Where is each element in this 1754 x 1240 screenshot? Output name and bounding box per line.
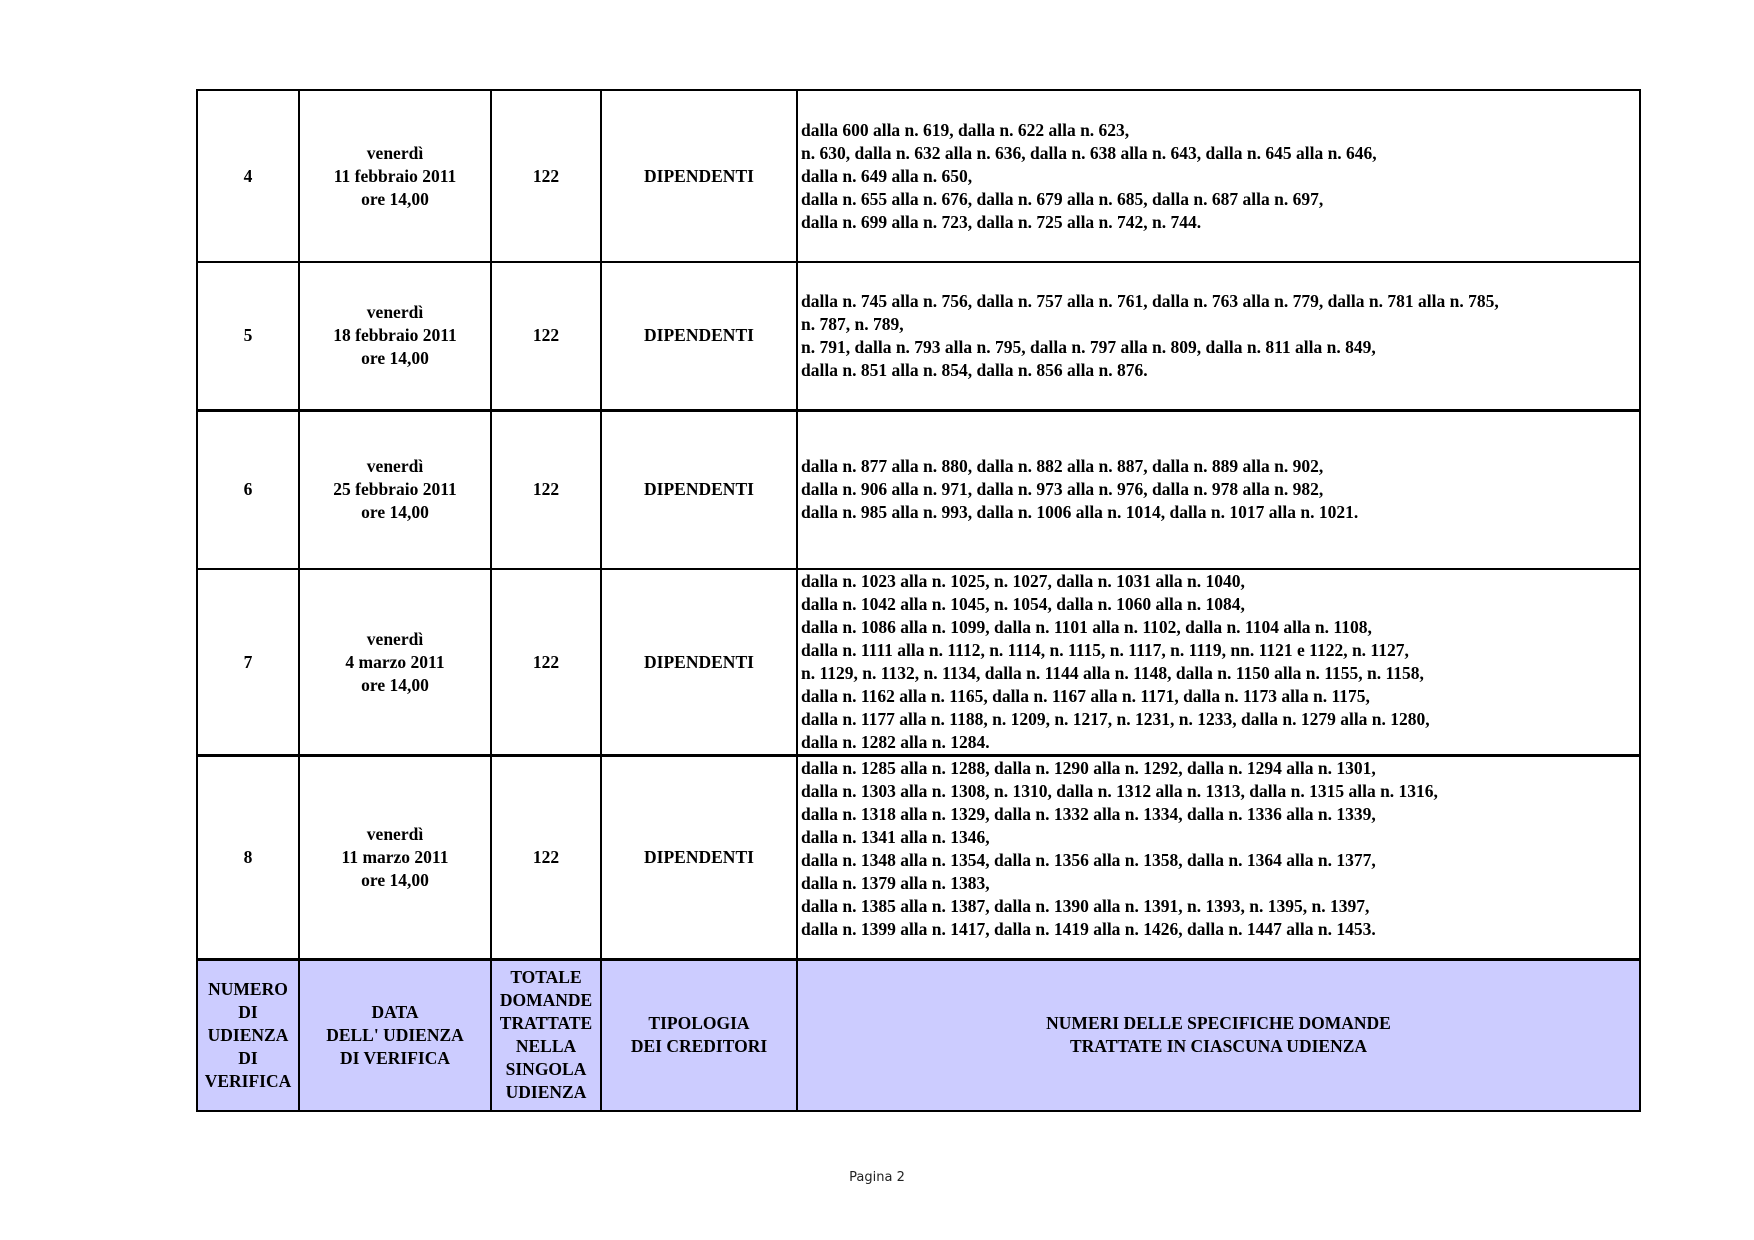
claim-line: n. 791, dalla n. 793 alla n. 795, dalla n. 797 alla n. 809, dalla n. 811 alla n. 849, [801,336,1376,357]
date-line: 11 febbraio 2011 [333,165,457,186]
date-line: ore 14,00 [361,502,429,523]
header-line: TRATTATE [499,1013,593,1034]
date-line: ore 14,00 [361,870,429,890]
claim-line: dalla n. 1111 alla n. 1112, n. 1114, n. 1115, n. 1117, n. 1119, nn. 1121 e 1122, n. 1127, [801,640,1409,660]
date-line: 4 marzo 2011 [345,651,445,672]
claim-line: dalla n. 1341 alla n. 1346, [801,827,990,847]
claim-line: dalla n. 1086 alla n. 1099, dalla n. 1101 alla n. 1102, dalla n. 1104 alla n. 1108, [801,617,1372,637]
claim-line: dalla n. 1162 alla n. 1165, dalla n. 1167 alla n. 1171, dalla n. 1173 alla n. 1175, [801,686,1370,706]
claim-line: dalla n. 745 alla n. 756, dalla n. 757 alla n. 761, dalla n. 763 alla n. 779, dalla n. 781 alla n. 785, [801,290,1499,311]
header-line: DATA [371,1001,419,1022]
header-line: DEI CREDITORI [630,1036,768,1057]
hearing-date [299,90,491,262]
hearings-table [196,89,1641,1112]
claim-line: dalla n. 1023 alla n. 1025, n. 1027, dalla n. 1031 alla n. 1040, [801,571,1245,591]
table-header-row [197,960,1640,1111]
date-line: 18 febbraio 2011 [333,325,457,346]
table-row [197,569,1640,756]
table-row [197,410,1640,569]
claim-line: dalla n. 906 alla n. 971, dalla n. 973 alla n. 976, dalla n. 978 alla n. 982, [801,479,1324,500]
claim-line: dalla n. 1042 alla n. 1045, n. 1054, dalla n. 1060 alla n. 1084, [801,594,1245,614]
claim-line: dalla n. 1318 alla n. 1329, dalla n. 1332 alla n. 1334, dalla n. 1336 alla n. 1339, [801,804,1376,824]
total-claims: 122 [491,756,601,960]
header-line: DI [238,1001,258,1022]
creditor-type: DIPENDENTI [601,90,797,262]
table-row [197,262,1640,410]
header-line: UDIENZA [505,1082,587,1103]
hearing-number: 7 [197,569,299,756]
claim-line: dalla n. 1282 alla n. 1284. [801,732,990,752]
claim-numbers [797,90,1640,262]
claim-line: dalla 600 alla n. 619, dalla n. 622 alla n. 623, [801,119,1130,140]
hearing-date [299,569,491,756]
hearing-date [299,410,491,569]
header-line: DOMANDE [499,990,593,1011]
header-tipologia [601,960,797,1111]
hearing-number: 4 [197,90,299,262]
hearing-number: 8 [197,756,299,960]
claim-numbers [797,410,1640,569]
hearing-date [299,262,491,410]
total-claims: 122 [491,262,601,410]
hearing-number: 5 [197,262,299,410]
header-line: TIPOLOGIA [648,1013,750,1034]
creditor-type: DIPENDENTI [601,262,797,410]
total-claims: 122 [491,410,601,569]
header-line: DELL' UDIENZA [326,1024,464,1045]
header-line: VERIFICA [204,1070,292,1091]
claim-line: n. 630, dalla n. 632 alla n. 636, dalla n. 638 alla n. 643, dalla n. 645 alla n. 646, [801,142,1377,163]
hearing-number: 6 [197,410,299,569]
claim-numbers [797,262,1640,410]
header-line: NUMERI DELLE SPECIFICHE DOMANDE [1046,1013,1391,1034]
header-totale [491,960,601,1111]
claim-line: dalla n. 1285 alla n. 1288, dalla n. 1290 alla n. 1292, dalla n. 1294 alla n. 1301, [801,758,1376,778]
claim-line: dalla n. 1379 alla n. 1383, [801,873,990,893]
date-line: venerdì [366,456,424,477]
header-data [299,960,491,1111]
table-row [197,90,1640,262]
page-number: Pagina 2 [849,1170,905,1185]
header-line: TOTALE [510,967,582,988]
total-claims: 122 [491,569,601,756]
claim-line: dalla n. 877 alla n. 880, dalla n. 882 alla n. 887, dalla n. 889 alla n. 902, [801,456,1324,477]
date-line: venerdì [366,824,424,844]
creditor-type: DIPENDENTI [601,410,797,569]
claim-line: dalla n. 1348 alla n. 1354, dalla n. 1356 alla n. 1358, dalla n. 1364 alla n. 1377, [801,850,1376,870]
header-line: SINGOLA [505,1059,587,1080]
date-line: venerdì [366,142,424,163]
claim-line: n. 1129, n. 1132, n. 1134, dalla n. 1144 alla n. 1148, dalla n. 1150 alla n. 1155, n. 1158, [801,663,1424,683]
claim-line: n. 787, n. 789, [801,313,904,334]
claim-numbers [797,569,1640,756]
header-line: TRATTATE IN CIASCUNA UDIENZA [1069,1036,1368,1057]
creditor-type: DIPENDENTI [601,569,797,756]
header-numero [197,960,299,1111]
date-line: venerdì [366,302,424,323]
date-line: venerdì [366,628,424,649]
claim-line: dalla n. 1177 alla n. 1188, n. 1209, n. 1217, n. 1231, n. 1233, dalla n. 1279 alla n. 1280, [801,709,1430,729]
claim-line: dalla n. 1399 alla n. 1417, dalla n. 1419 alla n. 1426, dalla n. 1447 alla n. 1453. [801,919,1376,939]
header-line: DI VERIFICA [339,1047,451,1068]
header-line: UDIENZA [207,1024,289,1045]
claim-line: dalla n. 699 alla n. 723, dalla n. 725 alla n. 742, n. 744. [801,211,1202,232]
claim-line: dalla n. 655 alla n. 676, dalla n. 679 alla n. 685, dalla n. 687 alla n. 697, [801,188,1324,209]
hearing-date [299,756,491,960]
claim-numbers [797,756,1640,960]
date-line: ore 14,00 [361,348,429,369]
date-line: 11 marzo 2011 [341,847,449,867]
claim-line: dalla n. 985 alla n. 993, dalla n. 1006 alla n. 1014, dalla n. 1017 alla n. 1021. [801,502,1359,523]
date-line: ore 14,00 [361,674,429,695]
claim-line: dalla n. 851 alla n. 854, dalla n. 856 alla n. 876. [801,359,1148,380]
date-line: 25 febbraio 2011 [333,479,457,500]
date-line: ore 14,00 [361,188,429,209]
claim-line: dalla n. 1385 alla n. 1387, dalla n. 1390 alla n. 1391, n. 1393, n. 1395, n. 1397, [801,896,1370,916]
header-line: NUMERO [208,978,288,999]
total-claims: 122 [491,90,601,262]
claim-line: dalla n. 1303 alla n. 1308, n. 1310, dalla n. 1312 alla n. 1313, dalla n. 1315 alla n. 1316, [801,781,1438,801]
header-line: DI [238,1047,258,1068]
header-domande [797,960,1640,1111]
table-row [197,756,1640,960]
creditor-type: DIPENDENTI [601,756,797,960]
header-line: NELLA [515,1036,577,1057]
claim-line: dalla n. 649 alla n. 650, [801,165,973,186]
